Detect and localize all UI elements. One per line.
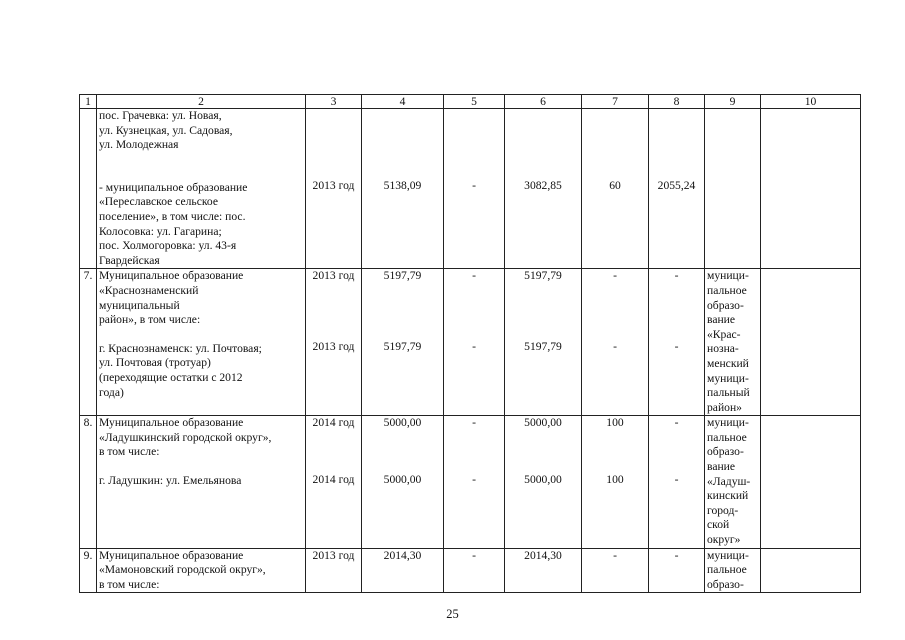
- year-cell: [306, 109, 362, 269]
- table-row-7: [80, 269, 861, 416]
- header-row: [80, 95, 861, 109]
- header-cell: 1: [80, 95, 97, 109]
- col9-line: нозна-: [707, 342, 739, 356]
- col6-value: 5000,00: [524, 416, 562, 430]
- year-cell: [306, 269, 362, 416]
- description-line: поселение», в том числе: пос.: [99, 209, 246, 223]
- description-line: «Ладушкинский городской округ»,: [99, 430, 272, 444]
- col9-line: город-: [707, 503, 739, 517]
- year-value: 2013 год: [312, 339, 355, 353]
- col6-cell: [505, 109, 582, 269]
- data-table: [79, 94, 861, 593]
- description-line: - муниципальное образование: [99, 180, 248, 194]
- year-value: 2013 год: [312, 179, 355, 192]
- description-line: (переходящие остатки с 2012: [99, 370, 243, 384]
- description-line: Муниципальное образование: [99, 416, 244, 430]
- col9-line: пальное: [707, 563, 747, 577]
- year-value: 2014 год: [312, 416, 355, 430]
- row-number-cell: [80, 109, 97, 269]
- col7-value: -: [613, 339, 617, 353]
- col7-cell: -: [582, 548, 649, 593]
- description-line: Колосовка: ул. Гагарина;: [99, 224, 222, 238]
- total-value: 5197,79: [383, 269, 422, 283]
- description-line: в том числе:: [99, 577, 160, 591]
- col8-cell: -: [649, 548, 705, 593]
- description-line: район», в том числе:: [99, 313, 201, 327]
- col9-line: менский: [707, 356, 749, 370]
- header-cell: 4: [362, 95, 444, 109]
- table-row-8: [80, 416, 861, 548]
- col6-value: 5197,79: [524, 269, 562, 283]
- col9-line: муници-: [707, 371, 749, 385]
- description-cell: [97, 269, 306, 416]
- col9-line: пальное: [707, 283, 747, 297]
- year-cell: [306, 416, 362, 548]
- col5-value: -: [472, 339, 476, 353]
- col9-line: округ»: [707, 533, 741, 547]
- year-value: 2014 год: [312, 472, 355, 486]
- col5-value: -: [472, 179, 476, 192]
- col9-line: «Ладуш-: [707, 474, 751, 488]
- total-cell: [362, 416, 444, 548]
- total-value: 5000,00: [383, 416, 422, 430]
- description-cell: [97, 548, 306, 593]
- total-cell: [362, 269, 444, 416]
- col10-cell: [761, 548, 861, 593]
- col6-cell: [505, 416, 582, 548]
- description-cell: [97, 416, 306, 548]
- col5-cell: [444, 109, 505, 269]
- col7-value: 100: [606, 416, 624, 430]
- col5-value: -: [472, 472, 476, 486]
- col8-value: -: [674, 269, 679, 283]
- header-cell: 8: [649, 95, 705, 109]
- col9-line: вание: [707, 460, 736, 474]
- col9-line: образо-: [707, 577, 744, 591]
- description-line: «Переславское сельское: [99, 195, 218, 209]
- description-line: г. Ладушкин: ул. Емельянова: [99, 474, 242, 488]
- col5-cell: -: [444, 548, 505, 593]
- description-line: г. Краснознаменск: ул. Почтовая;: [99, 341, 262, 355]
- col9-line: муници-: [707, 269, 749, 283]
- col9-line: вание: [707, 313, 736, 327]
- header-cell: 2: [97, 95, 306, 109]
- description-line: в том числе:: [99, 445, 160, 459]
- col9-line: кинский: [707, 489, 749, 503]
- col9-line: муници-: [707, 548, 749, 562]
- col6-value: 3082,85: [524, 179, 562, 192]
- col9-line: муници-: [707, 416, 749, 430]
- description-line: пос. Холмогоровка: ул. 43-я: [99, 239, 237, 253]
- col9-line: ской: [707, 518, 730, 532]
- header-cell: 7: [582, 95, 649, 109]
- col9-cell: [705, 416, 761, 548]
- col8-cell: [649, 109, 705, 269]
- col8-cell: [649, 269, 705, 416]
- col8-value: -: [674, 339, 679, 353]
- col8-cell: [649, 416, 705, 548]
- col6-cell: 2014,30: [505, 548, 582, 593]
- description-cell: [97, 109, 306, 269]
- description-line: пос. Грачевка: ул. Новая,: [99, 109, 222, 122]
- row-number-cell: 8.: [80, 416, 97, 548]
- total-value: 5197,79: [383, 339, 422, 353]
- col5-value: -: [472, 416, 476, 430]
- col6-cell: [505, 269, 582, 416]
- description-line: Муниципальное образование: [99, 548, 244, 562]
- total-value: 5000,00: [383, 472, 422, 486]
- col8-value: -: [674, 472, 679, 486]
- header-cell: 10: [761, 95, 861, 109]
- col9-line: образо-: [707, 298, 744, 312]
- col5-cell: [444, 416, 505, 548]
- total-cell: 2014,30: [362, 548, 444, 593]
- header-cell: 5: [444, 95, 505, 109]
- col9-line: пальный: [707, 386, 750, 400]
- description-line: ул. Кузнецкая, ул. Садовая,: [99, 123, 233, 137]
- header-cell: 6: [505, 95, 582, 109]
- col9-line: «Крас-: [707, 327, 741, 341]
- description-line: муниципальный: [99, 298, 180, 312]
- description-line: «Мамоновский городской округ»,: [99, 563, 266, 577]
- col7-value: -: [613, 269, 617, 283]
- col7-value: 60: [609, 179, 621, 192]
- col9-cell: [705, 109, 761, 269]
- col9-cell: [705, 269, 761, 416]
- description-line: ул. Почтовая (тротуар): [99, 356, 211, 370]
- description-line: года): [99, 385, 124, 399]
- year-value: 2013 год: [312, 269, 355, 283]
- col8-value: -: [674, 416, 679, 430]
- col7-cell: [582, 416, 649, 548]
- table-row-continuation: [80, 109, 861, 269]
- row-number-cell: 9.: [80, 548, 97, 593]
- header-cell: 3: [306, 95, 362, 109]
- description-line: Муниципальное образование: [99, 269, 244, 283]
- col9-line: район»: [707, 400, 742, 414]
- table-row-9: [80, 548, 861, 593]
- col10-cell: [761, 109, 861, 269]
- col8-value: 2055,24: [657, 179, 696, 192]
- header-cell: 9: [705, 95, 761, 109]
- col7-value: 100: [606, 472, 624, 486]
- col10-cell: [761, 269, 861, 416]
- col9-line: образо-: [707, 445, 744, 459]
- description-line: ул. Молодежная: [99, 138, 179, 152]
- row-number-cell: 7.: [80, 269, 97, 416]
- description-line: Гвардейская: [99, 253, 160, 267]
- col9-cell: [705, 548, 761, 593]
- total-cell: [362, 109, 444, 269]
- col6-value: 5197,79: [524, 339, 562, 353]
- col7-cell: [582, 269, 649, 416]
- year-cell: 2013 год: [306, 548, 362, 593]
- page-number: 25: [446, 607, 459, 621]
- col5-cell: [444, 269, 505, 416]
- description-line: «Краснознаменский: [99, 283, 199, 297]
- total-value: 5138,09: [383, 179, 422, 192]
- col5-value: -: [472, 269, 476, 283]
- col9-line: пальное: [707, 430, 747, 444]
- col6-value: 5000,00: [524, 472, 562, 486]
- col10-cell: [761, 416, 861, 548]
- col7-cell: [582, 109, 649, 269]
